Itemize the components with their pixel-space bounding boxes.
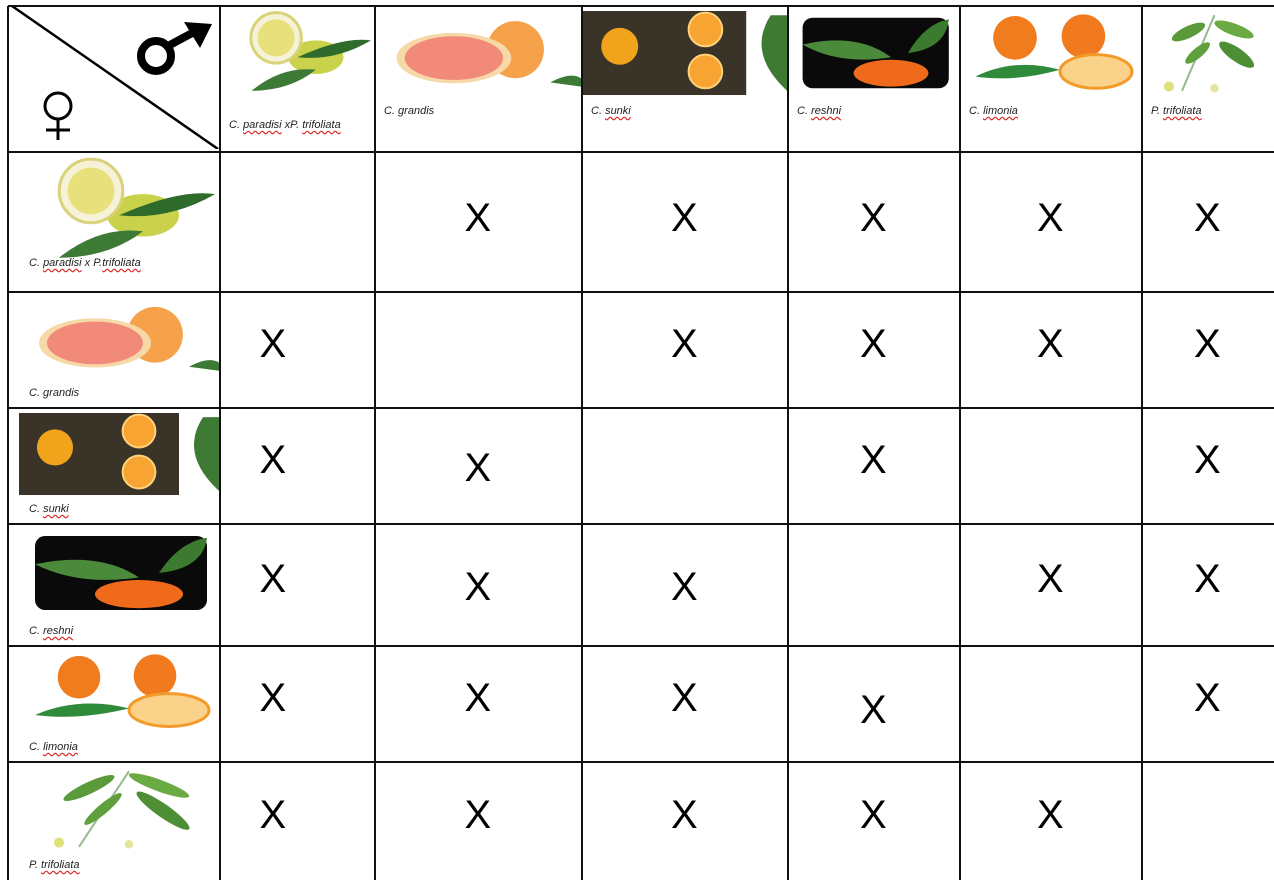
caption-part: limonia bbox=[43, 741, 78, 753]
caption-part: C. bbox=[591, 105, 606, 117]
cross-mark: X bbox=[259, 438, 287, 482]
grapefruit-icon bbox=[19, 297, 219, 384]
species-caption bbox=[29, 625, 73, 638]
cross-mark: X bbox=[671, 565, 698, 609]
caption-part: sunki bbox=[605, 105, 631, 117]
cross-mark: X bbox=[1037, 793, 1064, 837]
cross-mark: X bbox=[1194, 557, 1221, 601]
cross-mark: X bbox=[259, 557, 287, 601]
row-header-gra bbox=[9, 293, 219, 407]
cross-mark: X bbox=[1037, 196, 1064, 240]
column-header-gra bbox=[376, 7, 581, 151]
cross-mark: X bbox=[860, 688, 887, 732]
row-header-sun bbox=[9, 409, 219, 523]
row-header-tri bbox=[9, 763, 219, 879]
caption-part: x P. bbox=[81, 257, 103, 269]
caption-part: trifoliata bbox=[102, 257, 141, 269]
caption-part: reshni bbox=[43, 625, 74, 637]
caption-part: C. bbox=[29, 257, 44, 269]
species-caption bbox=[29, 257, 189, 270]
corner-cell bbox=[8, 6, 220, 152]
rangpur-lime-icon bbox=[19, 651, 219, 738]
trifoliate-branch-icon bbox=[1143, 11, 1273, 100]
caption-part: sunki bbox=[43, 503, 69, 515]
cross-mark: X bbox=[259, 793, 287, 837]
caption-part: P. bbox=[1151, 105, 1164, 117]
cross-mark: X bbox=[860, 793, 887, 837]
cross-mark: X bbox=[860, 438, 887, 482]
lemon-with-leaves-icon bbox=[19, 157, 219, 268]
column-header-pxt bbox=[221, 7, 374, 151]
column-header-sun bbox=[583, 7, 787, 151]
species-caption bbox=[797, 105, 841, 118]
cross-mark: X bbox=[464, 196, 492, 240]
cross-mark: X bbox=[671, 322, 698, 366]
trifoliate-branch-icon bbox=[19, 767, 219, 856]
male-symbol-icon bbox=[128, 20, 218, 85]
cross-mark: X bbox=[259, 322, 287, 366]
species-caption bbox=[29, 503, 69, 516]
caption-part: C. bbox=[969, 105, 984, 117]
cross-mark: X bbox=[1194, 676, 1221, 720]
caption-part: C. grandis bbox=[29, 387, 80, 399]
caption-part: paradisi bbox=[243, 119, 282, 131]
column-header-lim bbox=[961, 7, 1141, 151]
sliced-mandarin-icon bbox=[19, 413, 219, 500]
caption-part: limonia bbox=[983, 105, 1018, 117]
caption-part: trifoliata bbox=[1163, 105, 1202, 117]
cross-mark: X bbox=[464, 565, 492, 609]
caption-part: P. bbox=[29, 859, 42, 871]
caption-part: C. bbox=[29, 503, 44, 515]
cross-mark: X bbox=[259, 676, 287, 720]
cross-mark: X bbox=[671, 793, 698, 837]
species-caption bbox=[229, 119, 359, 132]
caption-part: C. bbox=[29, 625, 44, 637]
grapefruit-icon bbox=[376, 11, 581, 100]
mandarin-leaf-icon bbox=[789, 11, 959, 100]
cross-mark: X bbox=[464, 446, 492, 490]
cross-mark: X bbox=[1037, 322, 1064, 366]
sliced-mandarin-icon bbox=[583, 11, 787, 100]
cross-mark: X bbox=[860, 322, 887, 366]
species-caption bbox=[29, 859, 80, 872]
rangpur-lime-icon bbox=[961, 11, 1141, 100]
caption-part: x bbox=[281, 119, 291, 131]
lemon-with-leaves-icon bbox=[221, 11, 374, 100]
cross-mark: X bbox=[1037, 557, 1064, 601]
species-caption bbox=[384, 105, 434, 118]
column-header-res bbox=[789, 7, 959, 151]
mandarin-leaf-icon bbox=[19, 529, 219, 622]
row-header-pxt bbox=[9, 153, 219, 291]
caption-part: P. bbox=[290, 119, 303, 131]
row-header-lim bbox=[9, 647, 219, 761]
cross-mark: X bbox=[464, 793, 492, 837]
cross-mark: X bbox=[464, 676, 492, 720]
caption-part: C. bbox=[229, 119, 244, 131]
row-header-res bbox=[9, 525, 219, 645]
cross-mark: X bbox=[860, 196, 887, 240]
column-header-tri bbox=[1143, 7, 1273, 151]
species-caption bbox=[29, 741, 78, 754]
female-symbol-icon bbox=[36, 90, 84, 147]
caption-part: trifoliata bbox=[302, 119, 341, 131]
species-caption bbox=[29, 387, 79, 400]
caption-part: trifoliata bbox=[41, 859, 80, 871]
cross-mark: X bbox=[1194, 322, 1221, 366]
cross-mark: X bbox=[1194, 438, 1221, 482]
caption-part: reshni bbox=[811, 105, 842, 117]
caption-part: C. bbox=[797, 105, 812, 117]
caption-part: paradisi bbox=[43, 257, 82, 269]
species-caption bbox=[1151, 105, 1202, 118]
caption-part: C. grandis bbox=[384, 105, 435, 117]
cross-mark: X bbox=[671, 676, 698, 720]
caption-part: C. bbox=[29, 741, 44, 753]
cross-mark: X bbox=[671, 196, 698, 240]
species-caption bbox=[969, 105, 1018, 118]
cross-mark: X bbox=[1194, 196, 1221, 240]
species-caption bbox=[591, 105, 631, 118]
